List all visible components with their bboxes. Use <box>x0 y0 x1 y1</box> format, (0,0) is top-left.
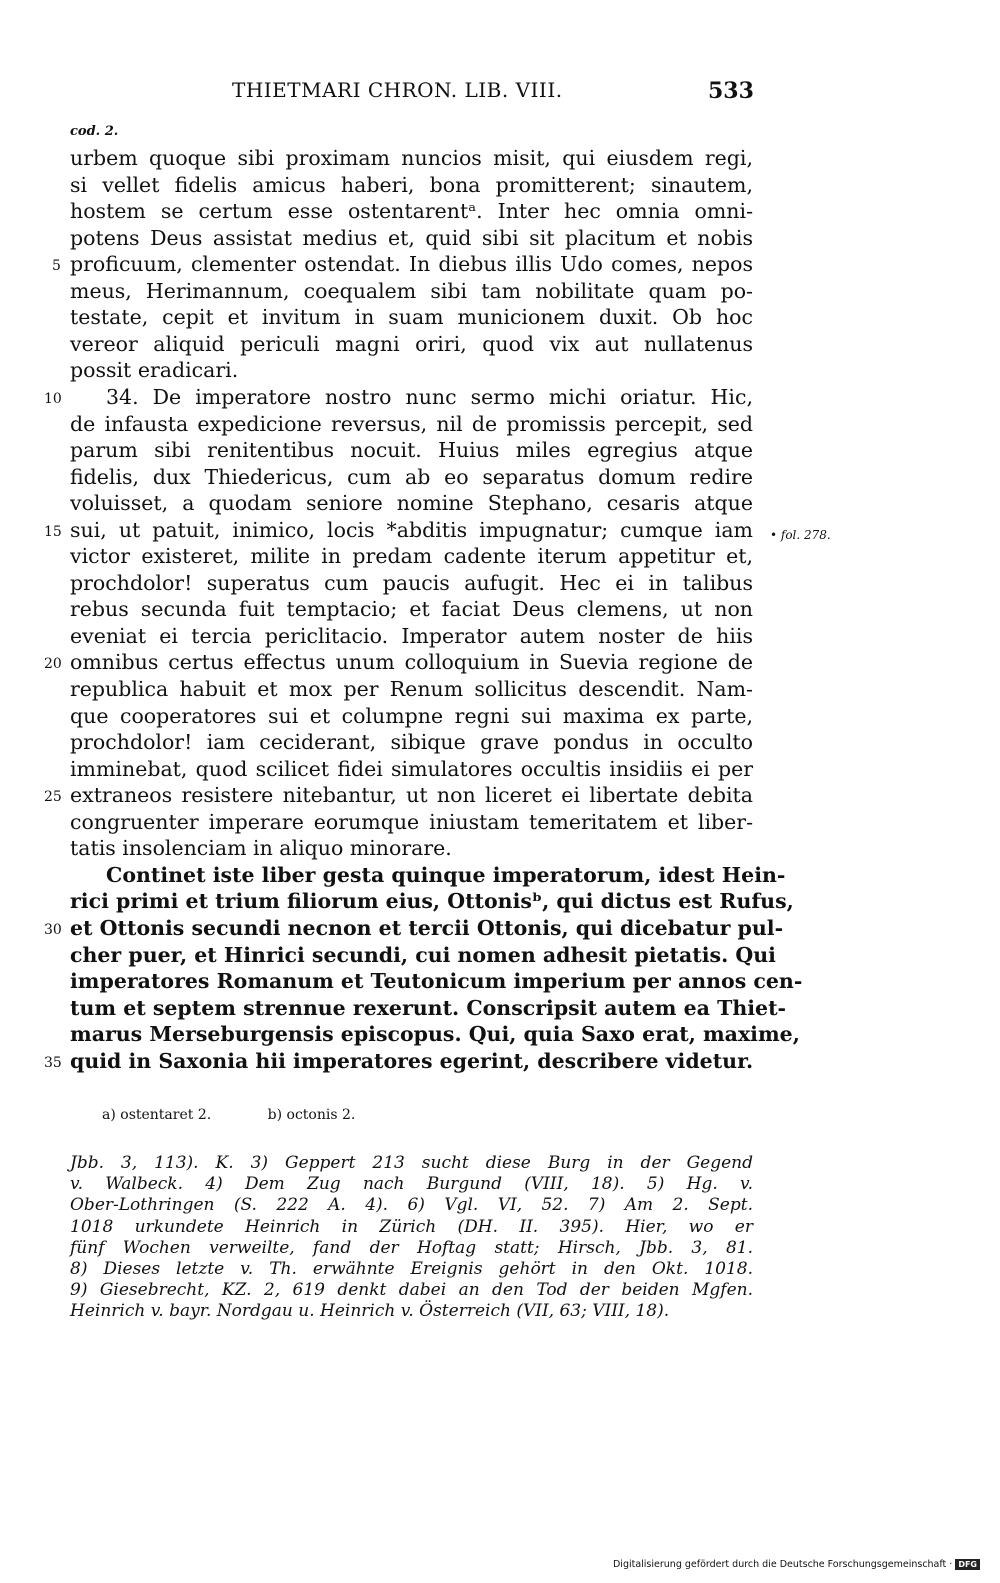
text-line: imminebat, quod scilicet fidei simulatores occultis insidiis ei per <box>70 756 753 781</box>
page-header <box>0 78 1000 110</box>
text-line: potens Deus assistat medius et, quid sibi sit placitum et nobis <box>70 225 753 250</box>
commentary-line: Heinrich v. bayr. Nordgau u. Heinrich v. Österreich (VII, 63; VIII, 18). <box>70 1301 670 1322</box>
commentary-line: v. Walbeck. 4) Dem Zug nach Burgund (VIII, 18). 5) Hg. v. <box>70 1174 753 1195</box>
commentary-line: fünf Wochen verweilte, fand der Hoftag statt; Hirsch, Jbb. 3, 81. <box>70 1237 753 1258</box>
text-line: omnibus certus effectus unum colloquium in Suevia regione de <box>70 650 753 675</box>
line-number: 30 <box>44 921 62 938</box>
text-line: fidelis, dux Thiedericus, cum ab eo separatus domum redire <box>70 464 753 489</box>
line-number: 20 <box>44 656 62 673</box>
text-line: vereor aliquid periculi magni oriri, quod vix aut nullatenus <box>70 331 753 356</box>
text-line: possit eradicari. <box>70 358 239 383</box>
codex-siglum: cod. 2. <box>70 124 119 139</box>
text-line: marus Merseburgensis episcopus. Qui, quia Saxo erat, maxime, <box>70 1022 800 1047</box>
line-number: 10 <box>44 390 62 407</box>
text-line: victor existeret, milite in predam cadente iterum appetitur et, <box>70 544 753 569</box>
dfg-logo: DFG <box>955 1559 980 1570</box>
text-line: que cooperatores sui et columpne regni sui maxima ex parte, <box>70 703 753 728</box>
text-line: hostem se certum esse ostentarentᵃ. Inter hec omnia omni- <box>70 199 753 224</box>
text-line: extraneos resistere nitebantur, ut non liceret ei libertate debita <box>70 783 753 808</box>
commentary-line: Jbb. 3, 113). K. 3) Geppert 213 sucht diese Burg in der Gegend <box>70 1153 753 1173</box>
text-line: si vellet fidelis amicus haberi, bona promitterent; sinautem, <box>70 172 753 197</box>
text-line: imperatores Romanum et Teutonicum imperium per annos cen- <box>70 969 803 994</box>
text-line: parum sibi renitentibus nocuit. Huius miles egregius atque <box>70 438 753 463</box>
credit-text: Digitalisierung gefördert durch die Deutsche Forschungsgemeinschaft <box>612 1559 947 1570</box>
textual-notes <box>102 1107 407 1123</box>
line-number: 15 <box>44 523 62 540</box>
text-line: proficuum, clementer ostendat. In diebus illis Udo comes, nepos <box>70 252 753 277</box>
commentary-line: 9) Giesebrecht, KZ. 2, 619 denkt dabei an den Tod der beiden Mgfen. <box>70 1280 753 1301</box>
text-line: republica habuit et mox per Renum sollicitus descendit. Nam- <box>70 677 753 701</box>
text-line: meus, Herimannum, coequalem sibi tam nobilitate quam po- <box>70 278 753 303</box>
text-line: voluisset, a quodam seniore nomine Stephano, cesaris atque <box>70 491 753 516</box>
text-line: urbem quoque sibi proximam nuncios misit, qui eiusdem regi, <box>70 146 753 170</box>
text-line: rici primi et trium filiorum eius, Ottonisᵇ, qui dictus est Rufus, <box>70 889 794 914</box>
text-line: prochdolor! iam ceciderant, sibique grave pondus in occulto <box>70 730 753 755</box>
commentary-line: 1018 urkundete Heinrich in Zürich (DH. II. 395). Hier, wo er <box>70 1216 753 1237</box>
text-line: quid in Saxonia hii imperatores egerint, describere videtur. <box>70 1048 754 1073</box>
text-line: rebus secunda fuit temptacio; et faciat Deus clemens, ut non <box>70 597 753 622</box>
line-number: 25 <box>44 789 62 806</box>
text-line: tatis insolenciam in aliquo minorare. <box>70 836 452 861</box>
commentary-line: 8) Dieses letzte v. Th. erwähnte Ereignis gehört in den Okt. 1018. <box>70 1259 753 1279</box>
text-line: cher puer, et Hinrici secundi, cui nomen adhesit pietatis. Qui <box>70 942 776 967</box>
page-number: 533 <box>708 78 754 104</box>
text-line: sui, ut patuit, inimico, locis *abditis impugnatur; cumque iam <box>70 517 753 542</box>
text-line: Continet iste liber gesta quinque imperatorum, idest Hein- <box>106 862 786 887</box>
text-line: et Ottonis secundi necnon et tercii Ottonis, qui dicebatur pul- <box>70 915 784 940</box>
text-line: testate, cepit et invitum in suam municionem duxit. Ob hoc <box>70 305 753 330</box>
text-line: de infausta expedicione reversus, nil de promissis percepit, sed <box>70 411 753 436</box>
commentary-line: Ober-Lothringen (S. 222 A. 4). 6) Vgl. VI, 52. 7) Am 2. Sept. <box>70 1195 753 1216</box>
text-line: prochdolor! superatus cum paucis aufugit. Hec ei in talibus <box>70 570 753 595</box>
text-line: eveniat ei tercia periclitacio. Imperator autem noster de hiis <box>70 623 753 648</box>
line-number: 5 <box>52 258 61 275</box>
textual-note: a) ostentaret 2. <box>102 1107 212 1123</box>
digitization-credit: Digitalisierung gefördert durch die Deutsche Forschungsgemeinschaft · DFG <box>613 1559 980 1570</box>
text-line: tum et septem strennue rexerunt. Conscripsit autem ea Thiet- <box>70 995 787 1020</box>
line-number: 35 <box>44 1054 62 1071</box>
text-line: 34. De imperatore nostro nunc sermo michi oriatur. Hic, <box>106 384 753 409</box>
text-line: congruenter imperare eorumque iniustam temeritatem et liber- <box>70 809 753 834</box>
running-title: THIETMARI CHRON. LIB. VIII. <box>232 78 563 102</box>
folio-margin-note: • fol. 278. <box>770 528 831 542</box>
textual-note: b) octonis 2. <box>267 1107 356 1123</box>
